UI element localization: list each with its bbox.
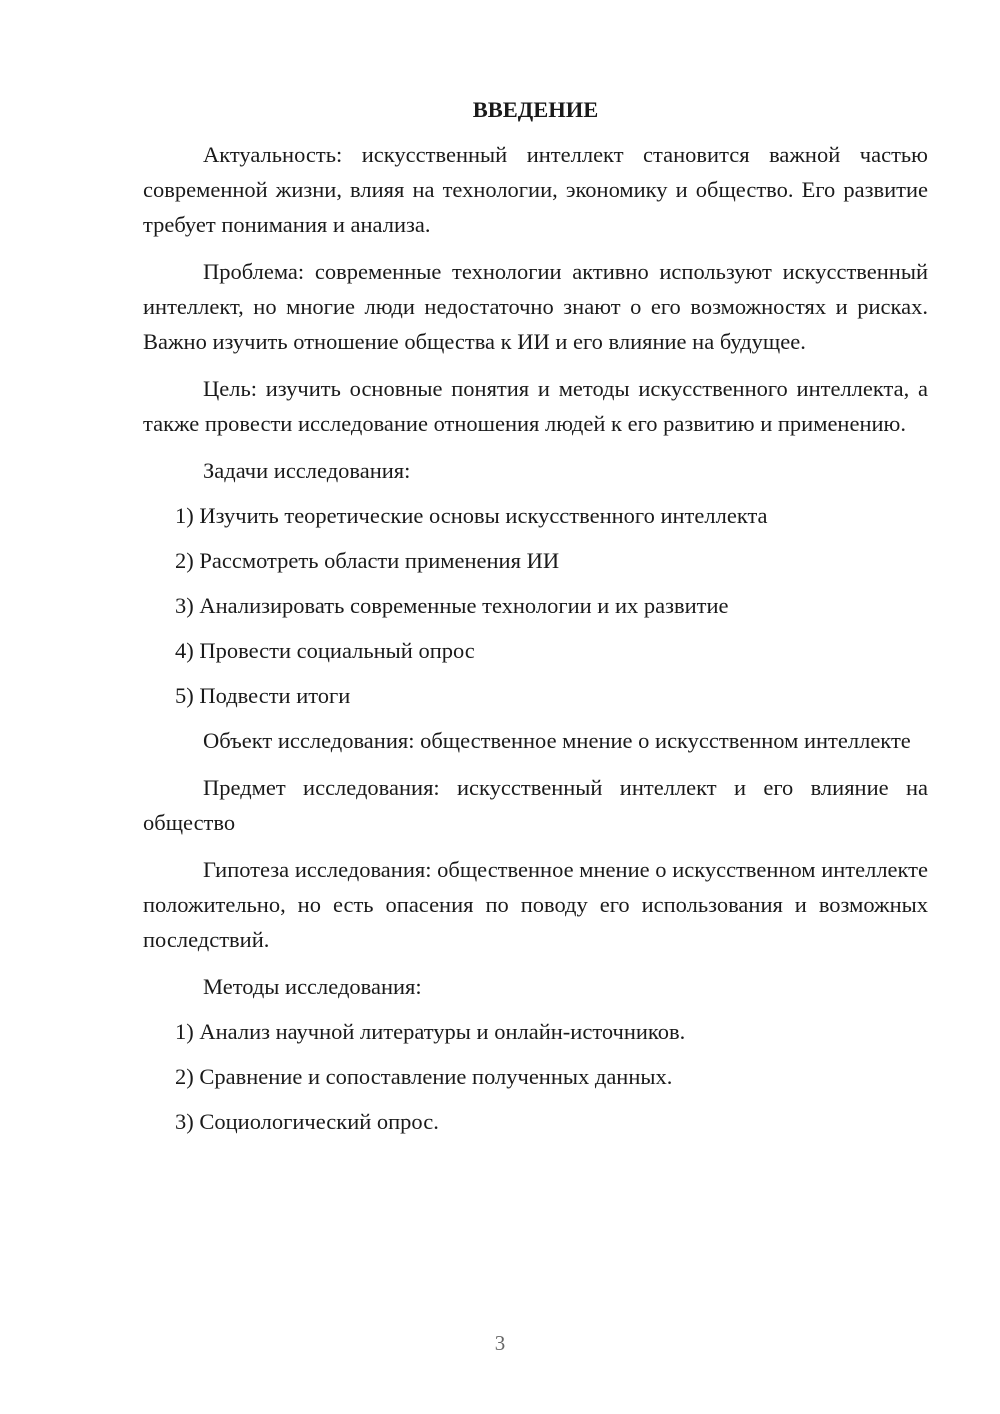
page-number: 3	[494, 1331, 506, 1355]
list-item: 1) Анализ научной литературы и онлайн-источников.	[175, 1019, 686, 1044]
list-item: 5) Подвести итоги	[175, 683, 351, 708]
problem-paragraph: Проблема: современные технологии активно используют искусственный интеллект, но многие люди недостаточно знают о его возможностях и рисках. Важно изучить отношение общества к ИИ и его влияние на будущее.	[143, 259, 928, 354]
list-item: 3) Анализировать современные технологии и их развитие	[175, 593, 729, 618]
subject-paragraph: Предмет исследования: искусственный интеллект и его влияние на общество	[143, 775, 928, 835]
methods-title: Методы исследования:	[203, 974, 422, 999]
list-item: 4) Провести социальный опрос	[175, 638, 475, 663]
list-item: 2) Рассмотреть области применения ИИ	[175, 548, 560, 573]
list-item: 1) Изучить теоретические основы искусственного интеллекта	[175, 503, 768, 528]
list-item: 3) Социологический опрос.	[175, 1109, 439, 1134]
tasks-list	[143, 498, 928, 713]
relevance-paragraph: Актуальность: искусственный интеллект становится важной частью современной жизни, влияя на технологии, экономику и общество. Его развитие требует понимания и анализа.	[143, 142, 928, 237]
section-heading: ВВЕДЕНИЕ	[472, 97, 599, 122]
hypothesis-paragraph: Гипотеза исследования: общественное мнение о искусственном интеллекте положительно, но есть опасения по поводу его использования и возможных последствий.	[143, 857, 928, 952]
goal-paragraph: Цель: изучить основные понятия и методы искусственного интеллекта, а также провести исследование отношения людей к его развитию и применению.	[143, 376, 928, 436]
methods-list	[143, 1014, 928, 1139]
list-item: 2) Сравнение и сопоставление полученных данных.	[175, 1064, 673, 1089]
object-paragraph: Объект исследования: общественное мнение о искусственном интеллекте	[203, 728, 911, 753]
tasks-title: Задачи исследования:	[203, 458, 411, 483]
document-page	[143, 95, 928, 1149]
